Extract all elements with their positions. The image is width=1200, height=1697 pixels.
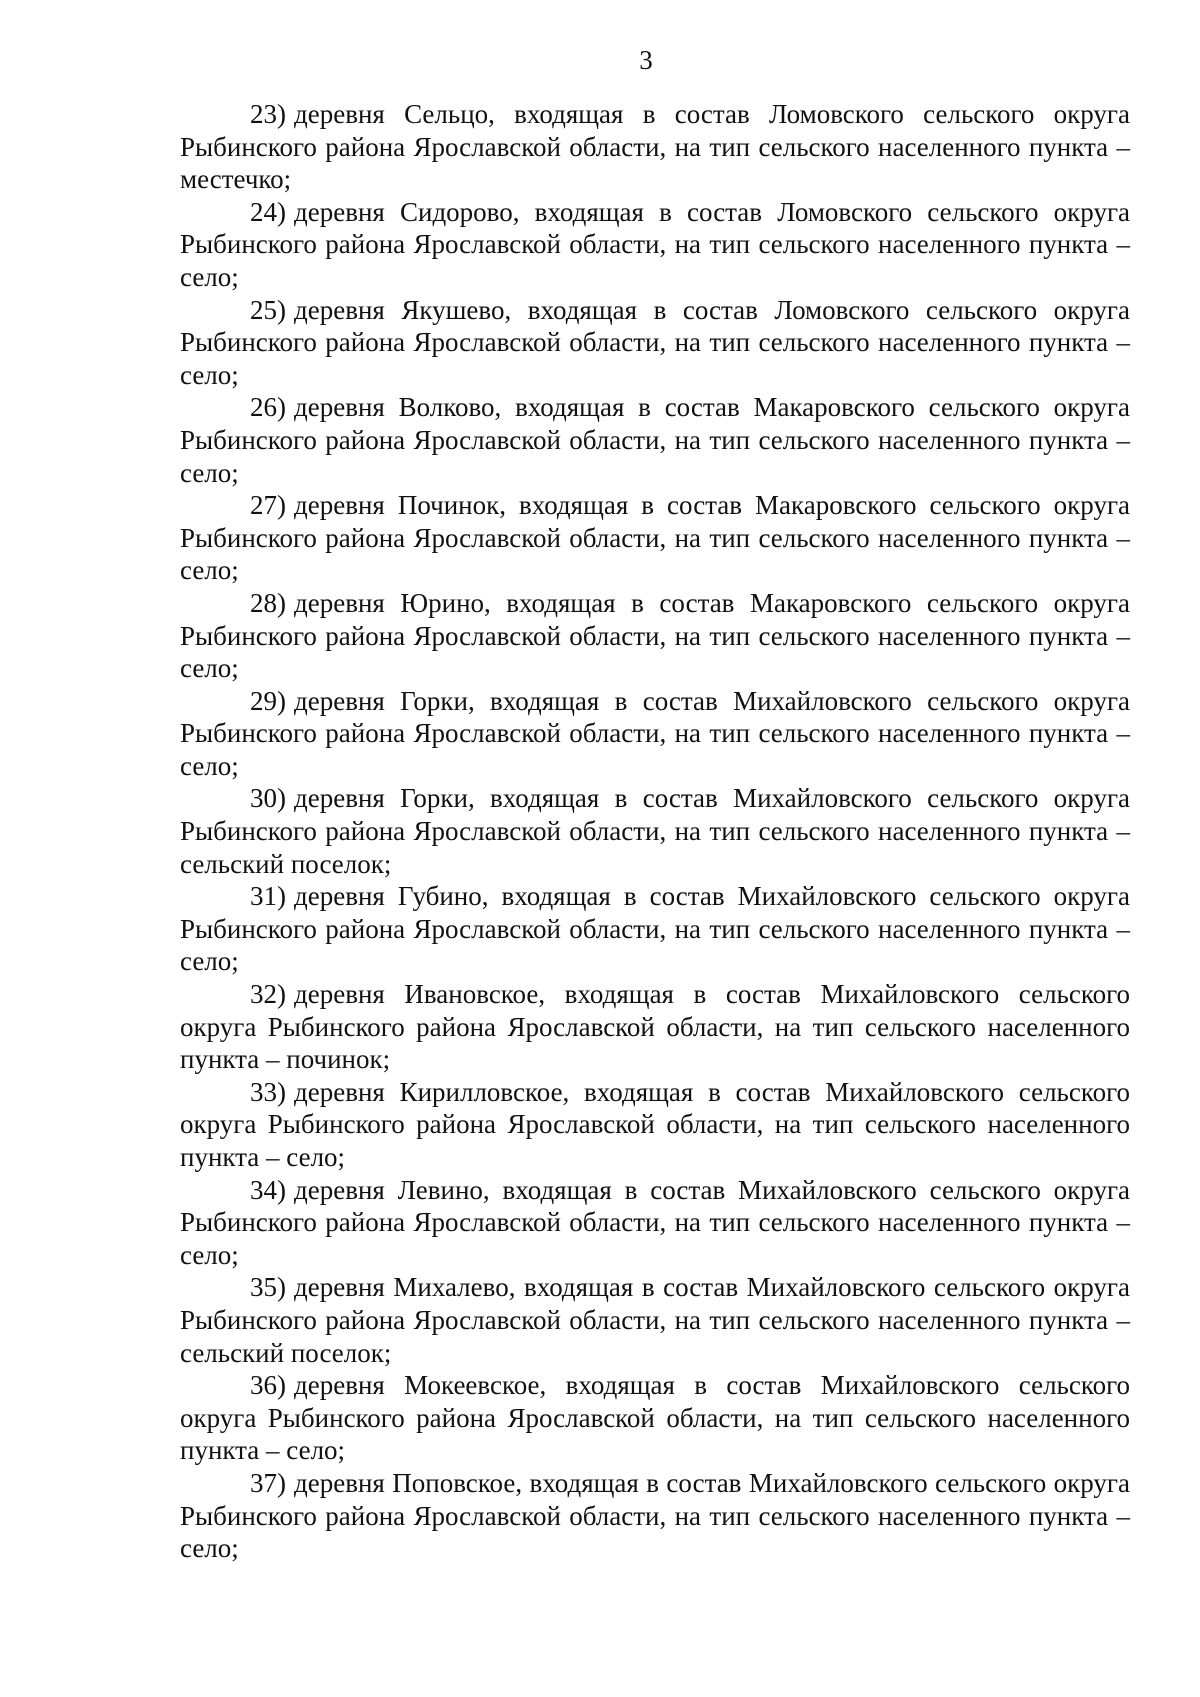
list-item: [180, 1076, 1130, 1174]
item-number: 35): [250, 1272, 286, 1303]
item-text: деревня Губино, входящая в состав Михайловского сельского округа Рыбинского района Ярославской области, на тип сельского населенного пункта – село;: [180, 881, 1130, 977]
list-item: [180, 685, 1130, 783]
list-item: [180, 294, 1130, 392]
item-number: 36): [250, 1370, 286, 1401]
item-number: 37): [250, 1467, 286, 1498]
item-text: деревня Волково, входящая в состав Макаровского сельского округа Рыбинского района Ярославской области, на тип сельского населенного пункта – село;: [180, 392, 1130, 488]
item-number: 25): [250, 294, 286, 325]
item-text: деревня Якушево, входящая в состав Ломовского сельского округа Рыбинского района Ярославской области, на тип сельского населенного пункта – село;: [180, 294, 1130, 390]
item-number: 28): [250, 587, 286, 618]
item-text: деревня Поповское, входящая в состав Михайловского сельского округа Рыбинского района Ярославской области, на тип сельского населенного пункта – село;: [180, 1467, 1130, 1564]
item-text: деревня Юрино, входящая в состав Макаровского сельского округа Рыбинского района Ярославской области, на тип сельского населенного пункта – село;: [180, 587, 1130, 684]
item-number: 32): [250, 979, 286, 1010]
item-text: деревня Починок, входящая в состав Макаровского сельского округа Рыбинского района Ярославской области, на тип сельского населенного пункта – село;: [180, 490, 1130, 586]
item-text: деревня Сидорово, входящая в состав Ломовского сельского округа Рыбинского района Ярославской области, на тип сельского населенного пункта – село;: [180, 196, 1130, 292]
item-number: 31): [250, 881, 286, 912]
list-item: [180, 1271, 1130, 1369]
list-item: [180, 880, 1130, 978]
item-text: деревня Кирилловское, входящая в состав Михайловского сельского округа Рыбинского района Ярославской области, на тип сельского населенного пункта – село;: [180, 1076, 1130, 1172]
item-text: деревня Ивановское, входящая в состав Михайловского сельского округа Рыбинского района Ярославской области, на тип сельского населенного пункта – починок;: [180, 979, 1130, 1075]
list-item: [180, 587, 1130, 685]
item-text: деревня Горки, входящая в состав Михайловского сельского округа Рыбинского района Ярославской области, на тип сельского населенного пункта – сельский поселок;: [180, 783, 1130, 879]
item-number: 27): [250, 490, 286, 521]
list-item: [180, 1369, 1130, 1467]
item-text: деревня Сельцо, входящая в состав Ломовского сельского округа Рыбинского района Ярославской области, на тип сельского населенного пункта – местечко;: [180, 99, 1130, 195]
item-text: деревня Горки, входящая в состав Михайловского сельского округа Рыбинского района Ярославской области, на тип сельского населенного пункта – село;: [180, 685, 1130, 781]
list-item: [180, 1467, 1130, 1565]
item-number: 34): [250, 1174, 286, 1205]
list-item: [180, 1174, 1130, 1272]
item-number: 30): [250, 783, 286, 814]
page-number: 3: [639, 45, 653, 75]
item-number: 29): [250, 685, 286, 716]
item-text: деревня Левино, входящая в состав Михайловского сельского округа Рыбинского района Ярославской области, на тип сельского населенного пункта – село;: [180, 1174, 1130, 1270]
list-item: [180, 782, 1130, 880]
item-number: 23): [250, 99, 286, 129]
item-number: 26): [250, 392, 286, 423]
item-text: деревня Мокеевское, входящая в состав Михайловского сельского округа Рыбинского района Ярославской области, на тип сельского населенного пункта – село;: [180, 1370, 1130, 1466]
list-item: [180, 98, 1130, 196]
list-item: [180, 196, 1130, 294]
list-item: [180, 978, 1130, 1076]
document-body: [180, 98, 1130, 1565]
item-number: 33): [250, 1076, 286, 1107]
list-item: [180, 391, 1130, 489]
list-item: [180, 489, 1130, 587]
item-text: деревня Михалево, входящая в состав Михайловского сельского округа Рыбинского района Ярославской области, на тип сельского населенного пункта – сельский поселок;: [180, 1272, 1130, 1368]
item-number: 24): [250, 196, 286, 227]
